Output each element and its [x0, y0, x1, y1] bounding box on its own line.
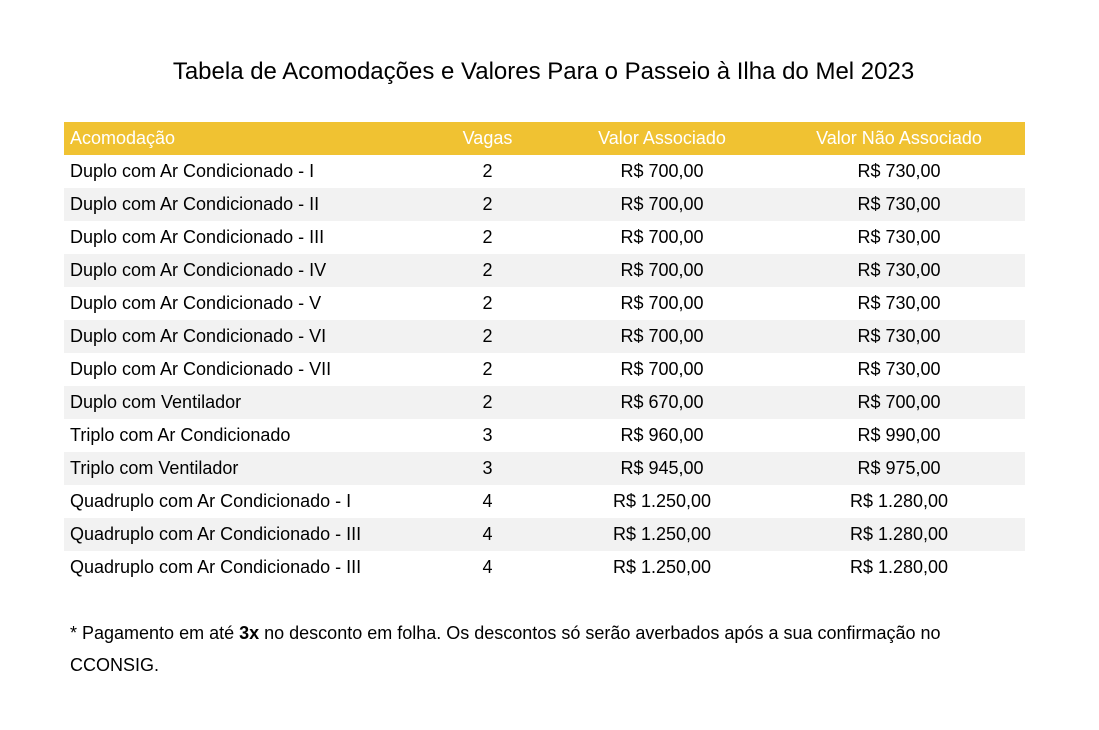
table-row	[64, 320, 1025, 353]
cell-acomodacao: Duplo com Ar Condicionado - VI	[70, 326, 327, 346]
accommodation-table	[64, 122, 1025, 584]
cell-acomodacao: Duplo com Ar Condicionado - V	[70, 293, 322, 313]
cell-valor-associado: R$ 1.250,00	[612, 524, 712, 544]
cell-valor-nao-associado: R$ 730,00	[857, 293, 941, 313]
table-row	[64, 188, 1025, 221]
cell-vagas: 2	[482, 194, 493, 214]
cell-acomodacao: Triplo com Ar Condicionado	[70, 425, 291, 445]
cell-valor-nao-associado: R$ 730,00	[857, 326, 941, 346]
cell-acomodacao: Triplo com Ventilador	[70, 458, 239, 478]
note-prefix: * Pagamento em até	[70, 623, 240, 643]
cell-valor-associado: R$ 945,00	[620, 458, 704, 478]
payment-note	[70, 617, 1030, 681]
header-valor-associado: Valor Associado	[598, 128, 726, 148]
table-row	[64, 518, 1025, 551]
cell-valor-associado: R$ 700,00	[620, 359, 704, 379]
table-row	[64, 353, 1025, 386]
cell-acomodacao: Duplo com Ar Condicionado - III	[70, 227, 325, 247]
table-row	[64, 485, 1025, 518]
cell-vagas: 2	[482, 227, 493, 247]
table-row	[64, 287, 1025, 320]
cell-acomodacao: Duplo com Ar Condicionado - VII	[70, 359, 332, 379]
table-row	[64, 419, 1025, 452]
cell-acomodacao: Duplo com Ventilador	[70, 392, 242, 412]
cell-valor-nao-associado: R$ 730,00	[857, 161, 941, 181]
cell-vagas: 2	[482, 359, 493, 379]
cell-valor-nao-associado: R$ 700,00	[857, 392, 941, 412]
cell-acomodacao: Quadruplo com Ar Condicionado - III	[70, 524, 362, 544]
cell-valor-associado: R$ 700,00	[620, 326, 704, 346]
page-title: Tabela de Acomodações e Valores Para o Passeio à Ilha do Mel 2023	[172, 58, 915, 85]
table-header-row	[64, 122, 1025, 155]
cell-vagas: 2	[482, 161, 493, 181]
cell-acomodacao: Duplo com Ar Condicionado - II	[70, 194, 320, 214]
cell-vagas: 2	[482, 326, 493, 346]
table-body	[64, 155, 1025, 584]
cell-valor-associado: R$ 1.250,00	[612, 557, 712, 577]
table-row	[64, 386, 1025, 419]
cell-valor-nao-associado: R$ 1.280,00	[849, 557, 949, 577]
cell-acomodacao: Quadruplo com Ar Condicionado - I	[70, 491, 352, 511]
cell-vagas: 2	[482, 293, 493, 313]
table-row	[64, 221, 1025, 254]
cell-valor-associado: R$ 700,00	[620, 293, 704, 313]
table-row	[64, 155, 1025, 188]
cell-valor-associado: R$ 700,00	[620, 227, 704, 247]
cell-vagas: 2	[482, 260, 493, 280]
header-vagas: Vagas	[462, 128, 513, 148]
cell-valor-nao-associado: R$ 730,00	[857, 227, 941, 247]
cell-vagas: 4	[482, 491, 493, 511]
table-row	[64, 254, 1025, 287]
cell-vagas: 4	[482, 557, 493, 577]
cell-vagas: 2	[482, 392, 493, 412]
cell-acomodacao: Duplo com Ar Condicionado - IV	[70, 260, 327, 280]
header-valor-nao-associado: Valor Não Associado	[816, 128, 982, 148]
cell-vagas: 3	[482, 425, 493, 445]
table-row	[64, 452, 1025, 485]
cell-vagas: 3	[482, 458, 493, 478]
cell-valor-nao-associado: R$ 730,00	[857, 194, 941, 214]
cell-valor-nao-associado: R$ 730,00	[857, 359, 941, 379]
cell-valor-associado: R$ 700,00	[620, 260, 704, 280]
cell-valor-nao-associado: R$ 975,00	[857, 458, 941, 478]
header-acomodacao: Acomodação	[70, 128, 176, 148]
cell-acomodacao: Quadruplo com Ar Condicionado - III	[70, 557, 362, 577]
cell-valor-nao-associado: R$ 1.280,00	[849, 524, 949, 544]
cell-vagas: 4	[482, 524, 493, 544]
cell-valor-associado: R$ 960,00	[620, 425, 704, 445]
cell-valor-nao-associado: R$ 990,00	[857, 425, 941, 445]
cell-valor-associado: R$ 670,00	[620, 392, 704, 412]
cell-valor-nao-associado: R$ 730,00	[857, 260, 941, 280]
cell-valor-nao-associado: R$ 1.280,00	[849, 491, 949, 511]
table-row	[64, 551, 1025, 584]
cell-acomodacao: Duplo com Ar Condicionado - I	[70, 161, 315, 181]
note-bold: 3x	[239, 623, 260, 643]
cell-valor-associado: R$ 1.250,00	[612, 491, 712, 511]
note-suffix: no desconto em folha. Os descontos só serão averbados após a sua confirmação no CCONSIG.	[70, 623, 941, 675]
cell-valor-associado: R$ 700,00	[620, 194, 704, 214]
cell-valor-associado: R$ 700,00	[620, 161, 704, 181]
